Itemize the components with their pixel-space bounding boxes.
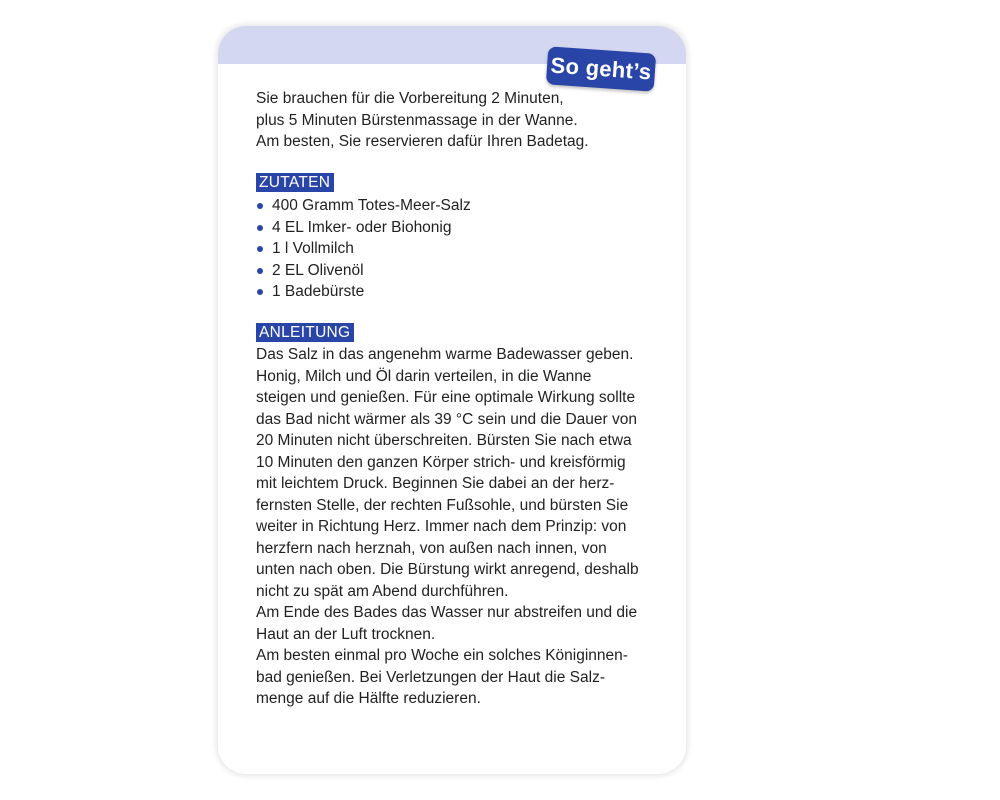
list-item: 2 EL Olivenöl: [256, 260, 666, 282]
list-item: 4 EL Imker- oder Biohonig: [256, 217, 666, 239]
instruction-line: 20 Minuten nicht überschreiten. Bürsten Sie nach etwa: [256, 432, 632, 449]
instruction-line: menge auf die Hälfte reduzieren.: [256, 690, 481, 707]
intro-line: Sie brauchen für die Vorbereitung 2 Minuten,: [256, 90, 564, 107]
instruction-line: weiter in Richtung Herz. Immer nach dem Prinzip: von: [256, 518, 627, 535]
intro-line: Am besten, Sie reservieren dafür Ihren Badetag.: [256, 133, 589, 150]
instruction-line: nicht zu spät am Abend durchführen.: [256, 582, 509, 600]
bullet-icon: [257, 225, 263, 231]
card-content: [256, 88, 666, 710]
bullet-icon: [257, 203, 263, 209]
instruction-line: bad genießen. Bei Verletzungen der Haut die Salz-: [256, 668, 605, 686]
ingredients-list: [256, 195, 666, 303]
instruction-line: Am besten einmal pro Woche ein solches Königinnen-: [256, 647, 628, 664]
ingredients-heading: ZUTATEN: [256, 173, 334, 192]
list-item: 400 Gramm Totes-Meer-Salz: [256, 195, 666, 217]
bullet-icon: [257, 246, 263, 252]
intro-line: plus 5 Minuten Bürstenmassage in der Wanne.: [256, 111, 578, 129]
instructions-heading: ANLEITUNG: [256, 323, 354, 342]
instruction-line: steigen und genießen. Für eine optimale Wirkung sollte: [256, 389, 636, 406]
instruction-line: Das Salz in das angenehm warme Badewasser geben.: [256, 346, 634, 363]
bullet-icon: [257, 289, 263, 295]
instructions-text: [256, 344, 666, 710]
recipe-card: [218, 26, 686, 774]
instruction-line: unten nach oben. Die Bürstung wirkt anregend, deshalb: [256, 561, 639, 578]
list-item: 1 Badebürste: [256, 281, 666, 303]
instruction-line: Am Ende des Bades das Wasser nur abstreifen und die: [256, 604, 638, 621]
instruction-line: mit leichtem Druck. Beginnen Sie dabei an der herz-: [256, 475, 615, 492]
intro-text: [256, 88, 666, 153]
instruction-line: 10 Minuten den ganzen Körper strich- und kreisförmig: [256, 453, 626, 471]
so-gehts-badge: So geht’s: [546, 46, 656, 91]
instruction-line: Haut an der Luft trocknen.: [256, 625, 436, 643]
instruction-line: herzfern nach herznah, von außen nach innen, von: [256, 539, 607, 557]
instruction-line: fernsten Stelle, der rechten Fußsohle, und bürsten Sie: [256, 496, 629, 514]
bullet-icon: [257, 268, 263, 274]
list-item: 1 l Vollmilch: [256, 238, 666, 260]
instruction-line: das Bad nicht wärmer als 39 °C sein und die Dauer von: [256, 410, 637, 428]
instruction-line: Honig, Milch und Öl darin verteilen, in die Wanne: [256, 367, 592, 385]
